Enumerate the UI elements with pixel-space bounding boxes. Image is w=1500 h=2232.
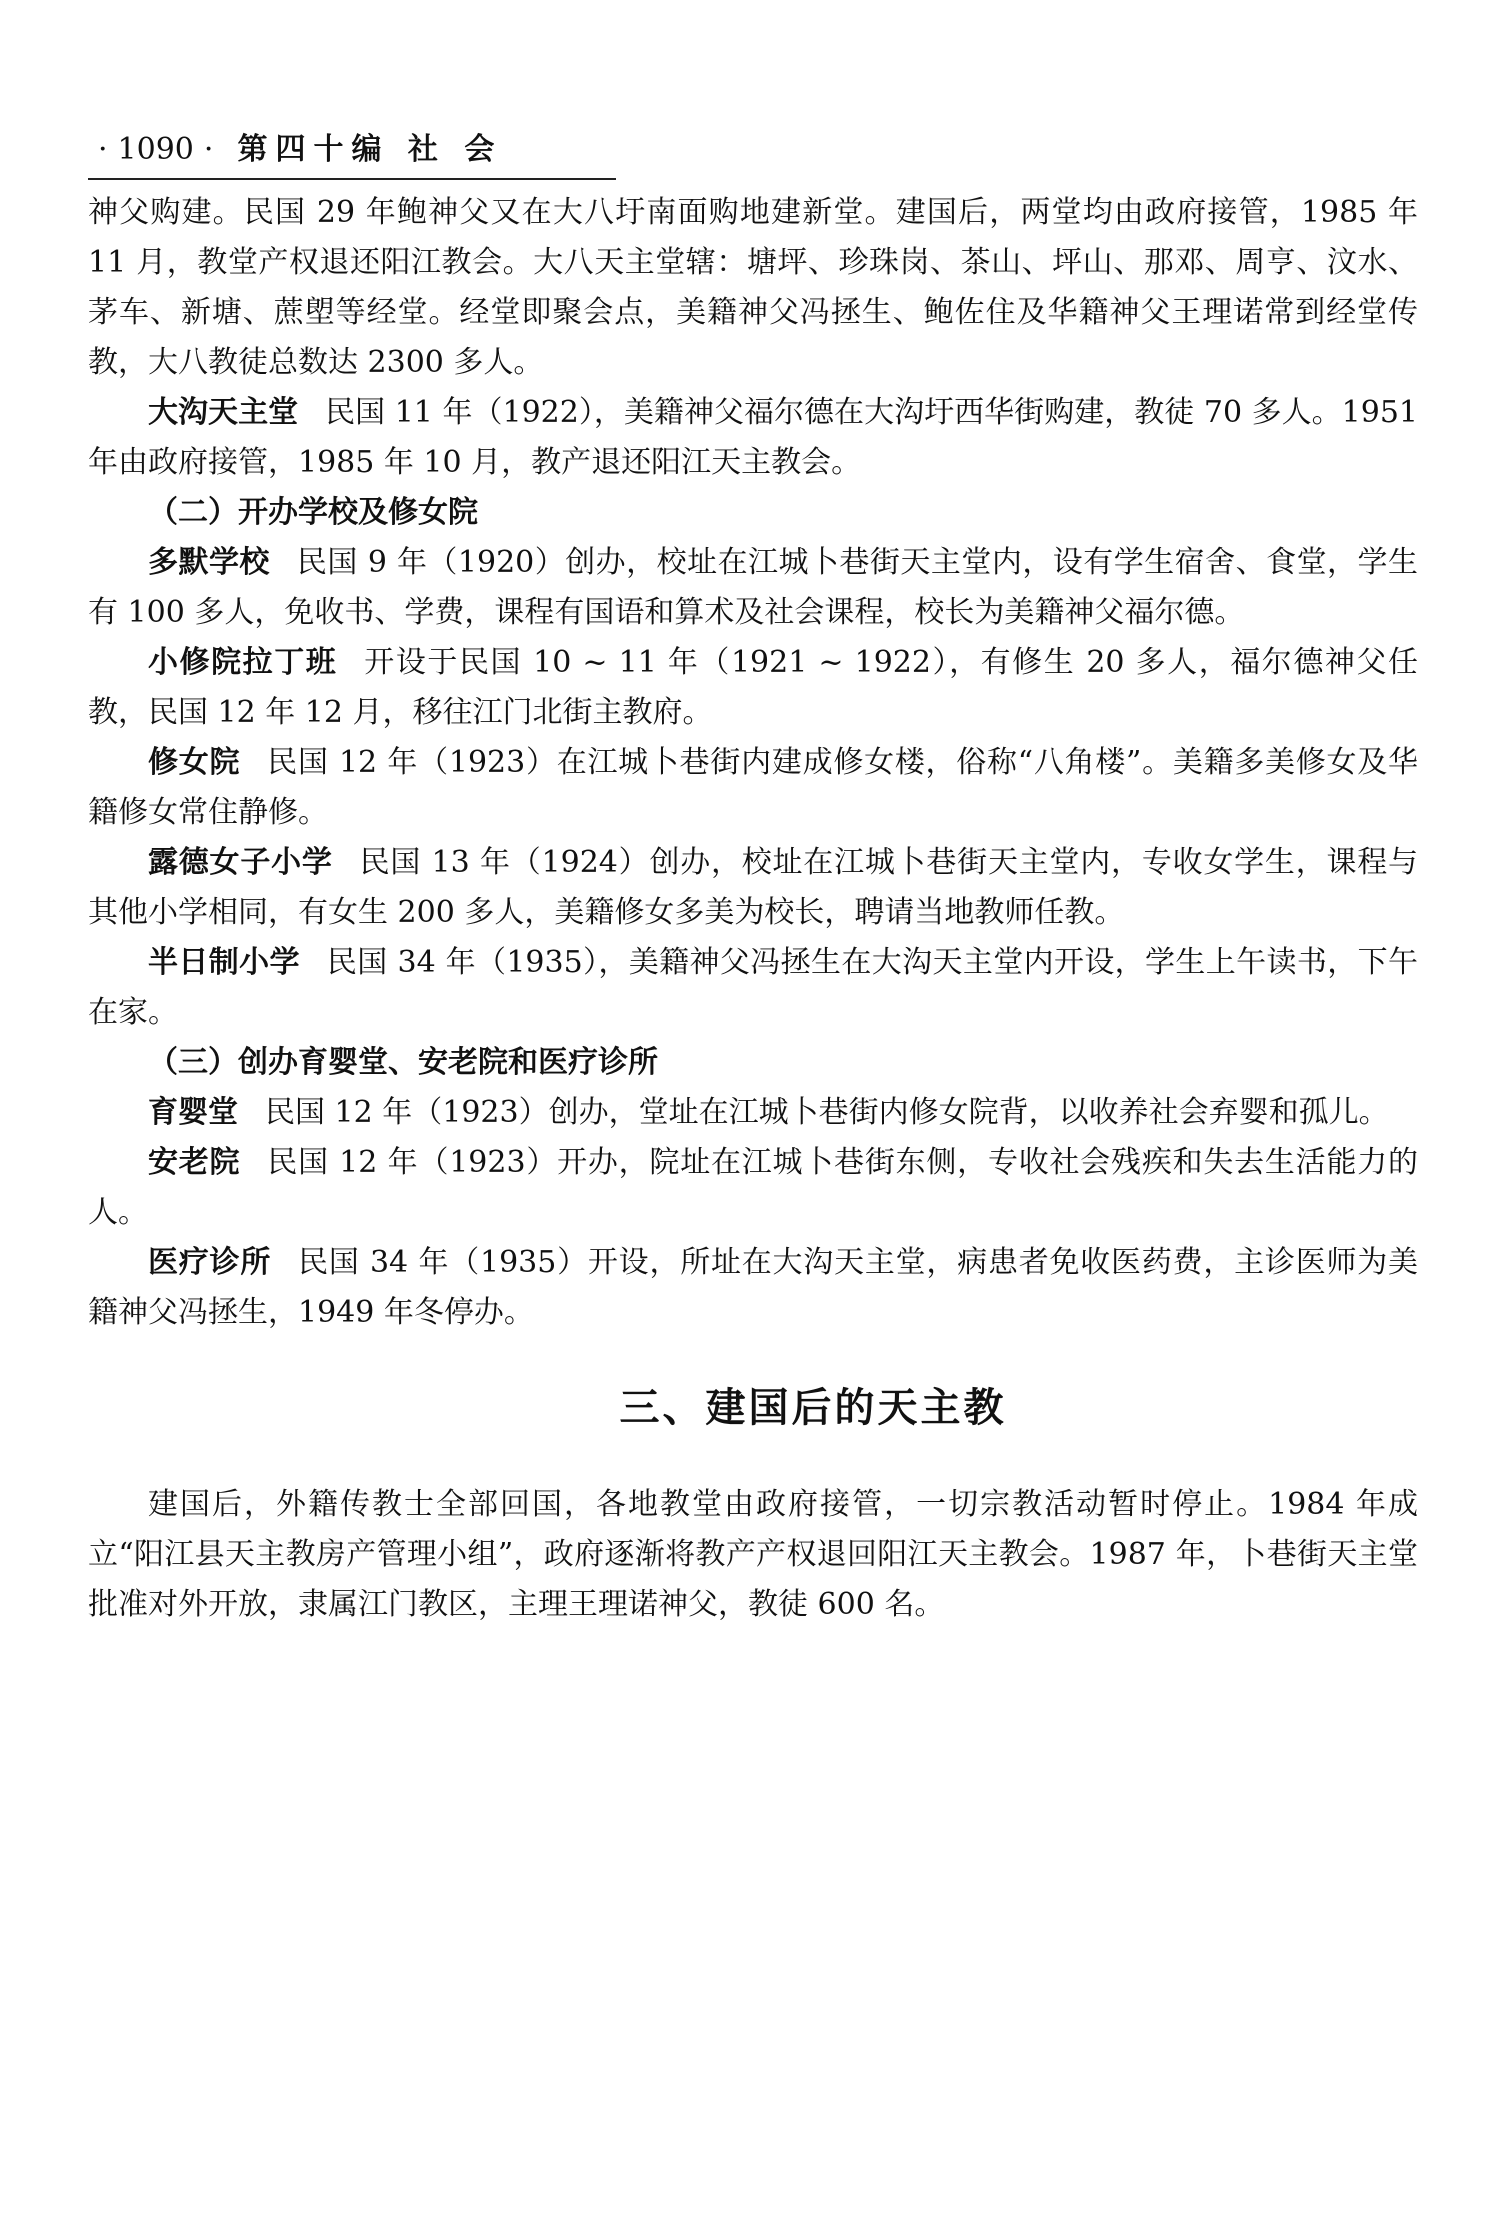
header-separator-right: ·	[203, 132, 214, 167]
entry-text: 民国 12 年（1923）开办，院址在江城卜巷街东侧，专收社会残疾和失去生活能力的人。	[88, 1145, 1419, 1230]
subheading-welfare: （三）创办育婴堂、安老院和医疗诊所	[148, 1045, 658, 1080]
page-number: 1090	[117, 132, 194, 167]
entry-text: 民国 12 年（1923）在江城卜巷街内建成修女楼，俗称“八角楼”。美籍多美修女及华籍修女常住静修。	[88, 745, 1418, 830]
entry-term: 安老院	[148, 1145, 241, 1180]
closing-paragraph: 建国后，外籍传教士全部回国，各地教堂由政府接管，一切宗教活动暂时停止。1984 年成立“阳江县天主教房产管理小组”，政府逐渐将教产产权退回阳江天主教会。1987 年，卜巷街天主堂批准对外开放，隶属江门教区，主理王理诺神父，教徒 600 名。	[88, 1487, 1418, 1622]
entry-text: 民国 12 年（1923）创办，堂址在江城卜巷街内修女院背，以收养社会弃婴和孤儿。	[265, 1095, 1389, 1130]
entry-text: 民国 34 年（1935）开设，所址在大沟天主堂，病患者免收医药费，主诊医师为美籍神父冯拯生，1949 年冬停办。	[88, 1245, 1419, 1330]
entry-halfday-school	[88, 938, 1418, 1038]
entry-duomo-school	[88, 538, 1418, 638]
continuation-paragraph: 神父购建。民国 29 年鲍神父又在大八圩南面购地建新堂。建国后，两堂均由政府接管，1985 年 11 月，教堂产权退还阳江教会。大八天主堂辖：塘坪、珍珠岗、茶山、坪山、那邓、周亨、汶水、茅车、新塘、蔗塱等经堂。经堂即聚会点，美籍神父冯拯生、鲍佐住及华籍神父王理诺常到经堂传教，大八教徒总数达 2300 多人。	[88, 195, 1418, 380]
entry-term: 育婴堂	[148, 1095, 238, 1130]
entry-term: 小修院拉丁班	[148, 645, 338, 680]
entry-text: 开设于民国 10 ~ 11 年（1921 ~ 1922），有修生 20 多人，福尔德神父任教，民国 12 年 12 月，移往江门北街主教府。	[88, 645, 1418, 730]
entry-orphanage	[88, 1088, 1418, 1138]
entry-lude-school	[88, 838, 1418, 938]
section-title: 三、建国后的天主教	[619, 1384, 1007, 1431]
entry-text: 民国 13 年（1924）创办，校址在江城卜巷街天主堂内，专收女学生，课程与其他小学相同，有女生 200 多人，美籍修女多美为校长，聘请当地教师任教。	[88, 845, 1419, 930]
entry-term: 医疗诊所	[148, 1245, 272, 1280]
page-body	[88, 188, 1418, 1630]
chapter-title: 第四十编 社 会	[237, 132, 503, 167]
entry-latin-class	[88, 638, 1418, 738]
entry-term: 多默学校	[148, 545, 270, 580]
entry-text: 民国 34 年（1935），美籍神父冯拯生在大沟天主堂内开设，学生上午读书，下午在家。	[88, 945, 1419, 1030]
entry-elderly-home	[88, 1138, 1418, 1238]
page-header	[88, 128, 616, 180]
entry-convent	[88, 738, 1418, 838]
entry-clinic	[88, 1238, 1418, 1338]
entry-text: 民国 11 年（1922），美籍神父福尔德在大沟圩西华街购建，教徒 70 多人。1951 年由政府接管，1985 年 10 月，教产退还阳江天主教会。	[88, 395, 1419, 480]
entry-term: 露德女子小学	[148, 845, 333, 880]
entry-term: 半日制小学	[148, 945, 300, 980]
entry-term: 修女院	[148, 745, 241, 780]
entry-term: 大沟天主堂	[148, 395, 299, 430]
subheading-schools: （二）开办学校及修女院	[148, 495, 478, 530]
entry-text: 民国 9 年（1920）创办，校址在江城卜巷街天主堂内，设有学生宿舍、食堂，学生有 100 多人，免收书、学费，课程有国语和算术及社会课程，校长为美籍神父福尔德。	[88, 545, 1419, 630]
entry-dagou-church	[88, 388, 1418, 488]
header-separator-left: ·	[98, 132, 108, 167]
